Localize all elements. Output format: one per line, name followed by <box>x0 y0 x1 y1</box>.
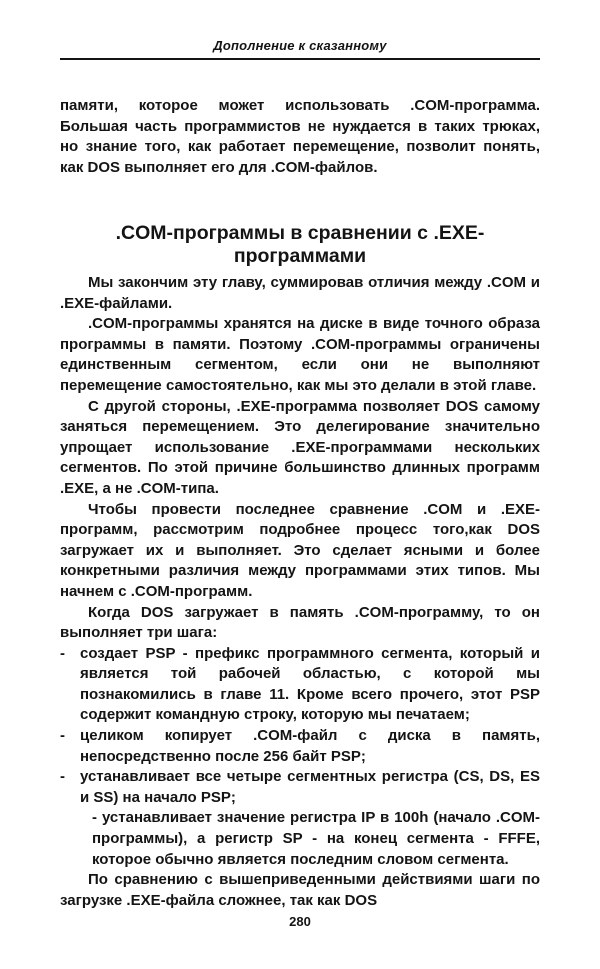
section-body <box>60 273 540 911</box>
load-steps-list <box>60 644 540 809</box>
intro-paragraph: памяти, которое может использовать .COM-программа. Большая часть программистов не нуждается в таких трюках, но знание того, как работает перемещение, позволит понять, как DOS выполняет его для .COM-файлов. <box>60 97 540 176</box>
body-paragraph-3: С другой стороны, .EXE-программа позволяет DOS самому заняться перемещением. Это делегирование значительно упрощает использование .EXE-программами нескольких сегментов. По этой причине большинство длинных программ .EXE, а не .COM-типа. <box>60 397 540 497</box>
list-item <box>60 767 540 808</box>
list-item-text: целиком копирует .COM-файл с диска в память, непосредственно после 256 байт PSP; <box>80 727 540 765</box>
list-item <box>60 726 540 767</box>
list-item <box>60 644 540 726</box>
extra-step: - устанавливает значение регистра IP в 100h (начало .COM-программы), а регистр SP - на конец сегмента - FFFE, которое обычно является последним словом сегмента. <box>92 809 540 868</box>
body-paragraph-1: Мы закончим эту главу, суммировав отличия между .COM и .EXE-файлами. <box>60 274 540 312</box>
body-paragraph-4: Чтобы провести последнее сравнение .COM и .EXE-программ, рассмотрим подробнее процесс того,как DOS загружает их и выполняет. Это сделает ясными и более конкретными различия между программами этих типов. Мы начнем с .COM-программ. <box>60 500 540 600</box>
list-item-text: создает PSP - префикс программного сегмента, который и является той рабочей областью, с которой мы познакомились в главе 11. Кроме всего прочего, этот PSP содержит командную строку, которую мы печатаем; <box>80 644 540 724</box>
body-paragraph-2: .COM-программы хранятся на диске в виде точного образа программы в памяти. Поэтому .COM-программы ограничены единственным сегментом, если они не выполняют перемещение самостоятельно, как мы это делали в этой главе. <box>60 315 540 394</box>
section-title: .COM-программы в сравнении с .EXE-программами <box>115 222 485 267</box>
list-dash: - <box>60 768 65 786</box>
list-dash: - <box>60 644 65 662</box>
page-number: 280 <box>289 914 311 929</box>
intro-block <box>60 96 540 178</box>
closing-paragraph: По сравнению с вышеприведенными действиями шаги по загрузке .EXE-файла сложнее, так как DOS <box>60 871 540 909</box>
list-dash: - <box>60 727 65 745</box>
header-rule <box>60 58 540 60</box>
list-item-text: устанавливает все четыре сегментных регистра (CS, DS, ES и SS) на начало PSP; <box>80 768 540 806</box>
body-paragraph-5: Когда DOS загружает в память .COM-программу, то он выполняет три шага: <box>60 603 540 642</box>
running-title: Дополнение к сказанному <box>213 38 387 53</box>
